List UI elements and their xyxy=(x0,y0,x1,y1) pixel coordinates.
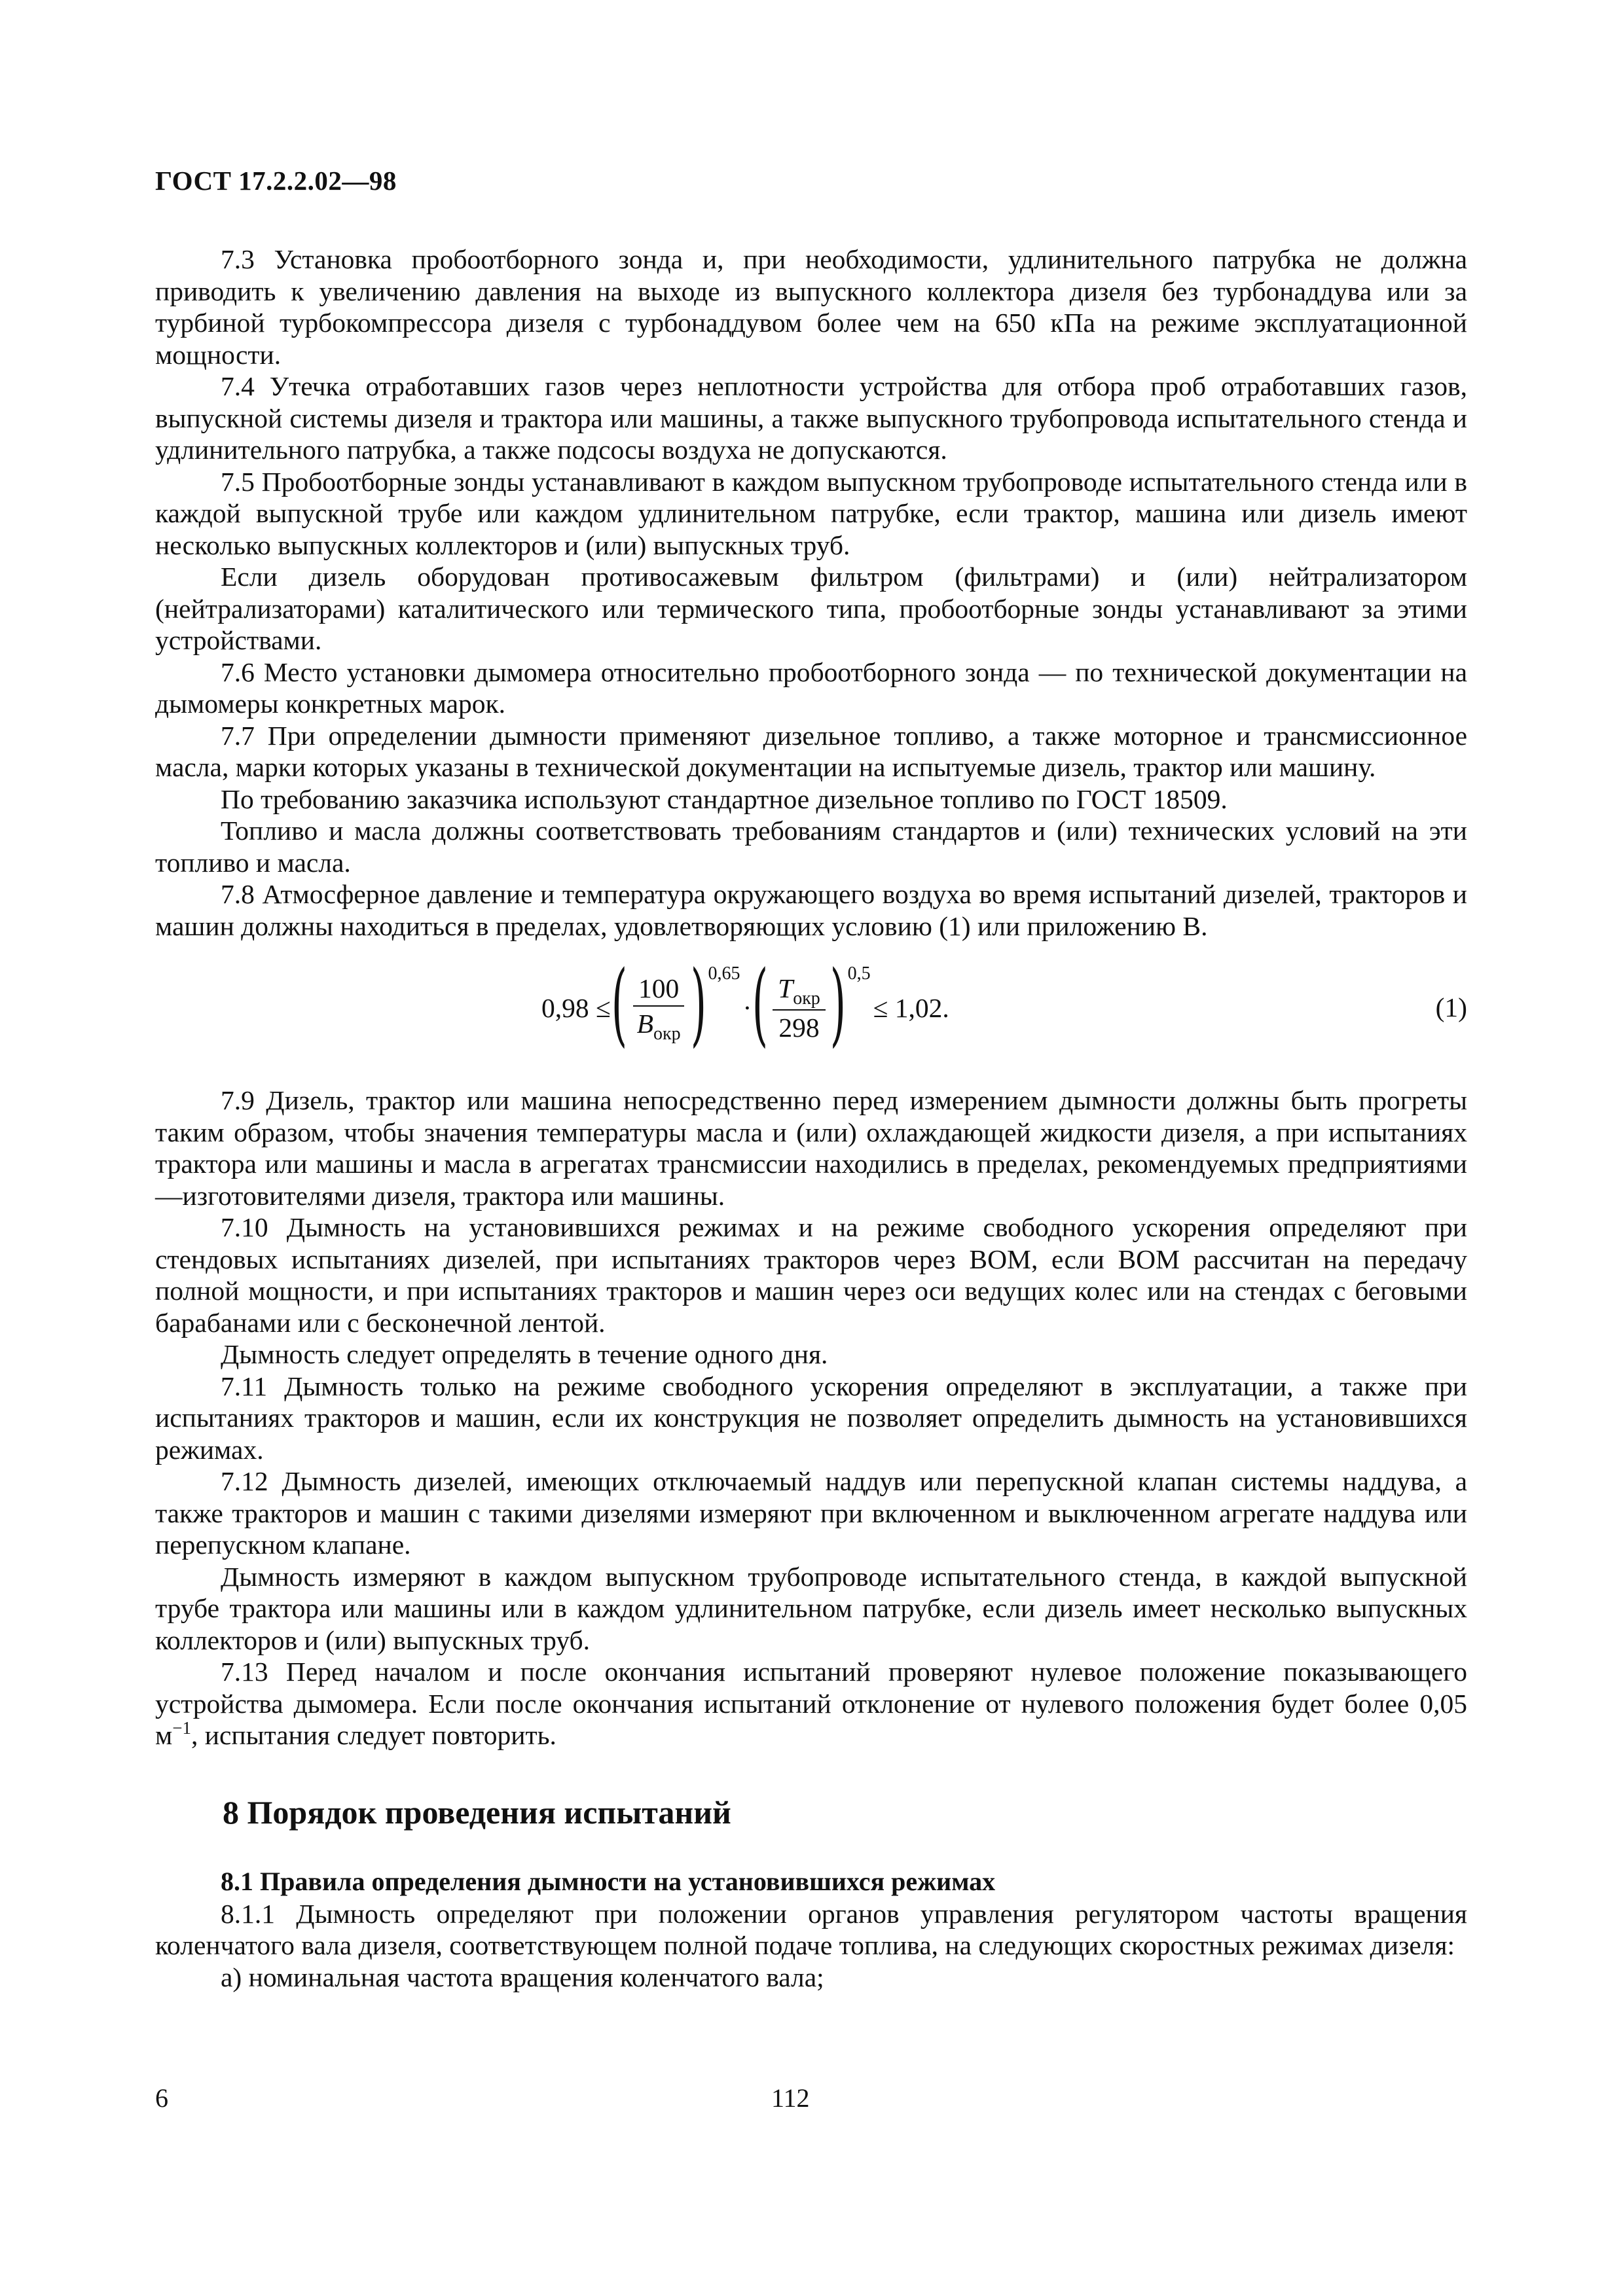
page-number-center: 112 xyxy=(771,2083,810,2113)
paragraph-7-10-day: Дымность следует определять в течение одного дня. xyxy=(221,1339,828,1369)
pressure-subscript: окр xyxy=(653,1024,681,1044)
section-8-title: 8 Порядок проведения испытаний xyxy=(223,1793,731,1831)
left-paren: ( xyxy=(611,951,627,1056)
fraction-temperature-denominator: 298 xyxy=(778,1013,820,1043)
right-paren: ) xyxy=(830,951,846,1056)
formula-number: (1) xyxy=(1435,992,1467,1022)
fraction-pressure-denominator: $B_{окр}$ xyxy=(636,1009,681,1044)
paragraph-7-3: 7.3 Установка пробоотборного зонда и, при необходимости, удлинительного патрубка не должна приводить к увеличению давления на выходе из выпускного коллектора дизеля без турбонаддува или за турбиной турбокомпрессора дизеля с турбонаддувом более чем на 650 кПа на режиме эксплуатационной мощности. xyxy=(155,244,1467,370)
paragraph-7-9: 7.9 Дизель, трактор или машина непосредственно перед измерением дымности должны быть прогреты таким образом, чтобы значения температуры масла и (или) охлаждающей жидкости дизеля, а при испытаниях трактора или машины и масла в агрегатах трансмиссии находились в пределах, рекомендуемых предприятиями—изготовителями дизеля, трактора или машины. xyxy=(155,1085,1467,1211)
paragraph-7-7-customer: По требованию заказчика используют стандартное дизельное топливо по ГОСТ 18509. xyxy=(221,783,1228,814)
paragraph-7-13: 7.13 Перед началом и после окончания испытаний проверяют нулевое положение показывающего устройства дымомера. Если после окончания испытаний отклонение от нулевого положения будет более 0,05 $м^{-1}$, испытания следует повторить. xyxy=(155,1657,1467,1750)
paragraph-7-12: 7.12 Дымность дизелей, имеющих отключаемый наддув или перепускной клапан системы наддува, а также тракторов и машин с такими дизелями измеряют при включенном и выключенном агрегате наддува или перепускном клапане. xyxy=(155,1466,1467,1560)
right-paren: ) xyxy=(690,951,706,1056)
paragraph-7-5: 7.5 Пробоотборные зонды устанавливают в каждом выпускном трубопроводе испытательного стенда или в каждой выпускной трубе или каждом удлинительном патрубке, если трактор, машина или дизель имеют несколько выпускных коллекторов и (или) выпускных труб. xyxy=(155,466,1467,560)
temperature-subscript: окр xyxy=(793,988,820,1009)
subsection-8-1-title: 8.1 Правила определения дымности на установившихся режимах xyxy=(221,1867,996,1896)
paragraph-7-4: 7.4 Утечка отработавших газов через неплотности устройства для отбора проб отработавших газов, выпускной системы дизеля и трактора или машины, а также выпускного трубопровода испытательного стенда и удлинительного патрубка, а также подсосы воздуха не допускаются. xyxy=(155,371,1467,465)
list-item-a: а) номинальная частота вращения коленчатого вала; xyxy=(221,1962,824,1992)
paragraph-7-7-fuel: Топливо и масла должны соответствовать требованиям стандартов и (или) технических условий на эти топливо и масла. xyxy=(155,816,1467,878)
paragraph-7-8: 7.8 Атмосферное давление и температура окружающего воздуха во время испытаний дизелей, тракторов и машин должны находиться в пределах, удовлетворяющих условию (1) или приложению В. xyxy=(155,879,1467,941)
superscript-minus-one: −1 xyxy=(172,1718,191,1738)
formula-1 xyxy=(155,946,1467,1070)
fraction-temperature-numerator: $T_{окр}$ xyxy=(773,973,826,1011)
formula-expression xyxy=(541,946,949,1070)
document-header: ГОСТ 17.2.2.02—98 xyxy=(155,166,397,196)
exponent-temperature: 0,5 xyxy=(847,963,871,984)
paragraph-7-6: 7.6 Место установки дымомера относительно пробоотборного зонда — по технической документации на дымомеры конкретных марок. xyxy=(155,656,1467,719)
paragraph-7-10: 7.10 Дымность на установившихся режимах и на режиме свободного ускорения определяют при стендовых испытаниях дизелей, при испытаниях тракторов через ВОМ, если ВОМ рассчитан на передачу полной мощности, и при испытаниях тракторов и машин через оси ведущих колес или на стендах с беговыми барабанами или с бесконечной лентой. xyxy=(155,1212,1467,1338)
paragraph-7-5-filters: Если дизель оборудован противосажевым фильтром (фильтрами) и (или) нейтрализатором (нейтрализаторами) каталитического или термического типа, пробоотборные зонды устанавливают за этими устройствами. xyxy=(155,562,1467,655)
formula-lower-bound: 0,98 ≤ xyxy=(541,992,611,1023)
exponent-pressure: 0,65 xyxy=(708,963,740,984)
paragraph-7-12-measure: Дымность измеряют в каждом выпускном трубопроводе испытательного стенда, в каждой выпускной трубе трактора или машины или в каждом удлинительном патрубке, если дизель имеет несколько выпускных коллекторов и (или) выпускных труб. xyxy=(155,1561,1467,1655)
page-number-left: 6 xyxy=(155,2083,168,2113)
document-body xyxy=(155,243,1467,1993)
formula-upper-bound: ≤ 1,02. xyxy=(873,992,949,1023)
fraction-temperature xyxy=(773,973,826,1044)
fraction-pressure-numerator: 100 xyxy=(633,973,684,1007)
paragraph-7-11: 7.11 Дымность только на режиме свободного ускорения определяют в эксплуатации, а также при испытаниях тракторов и машин, если их конструкция не позволяет определить дымность на установившихся режимах. xyxy=(155,1371,1467,1465)
left-paren: ( xyxy=(752,951,769,1056)
paragraph-7-7: 7.7 При определении дымности применяют дизельное топливо, а также моторное и трансмиссионное масла, марки которых указаны в технической документации на испытуемые дизель, трактор или машину. xyxy=(155,720,1467,782)
paragraph-8-1-1: 8.1.1 Дымность определяют при положении органов управления регулятором частоты вращения коленчатого вала дизеля, соответствующем полной подаче топлива, на следующих скоростных режимах дизеля: xyxy=(155,1898,1467,1960)
fraction-pressure xyxy=(632,973,686,1044)
multiply-dot: · xyxy=(742,992,752,1023)
